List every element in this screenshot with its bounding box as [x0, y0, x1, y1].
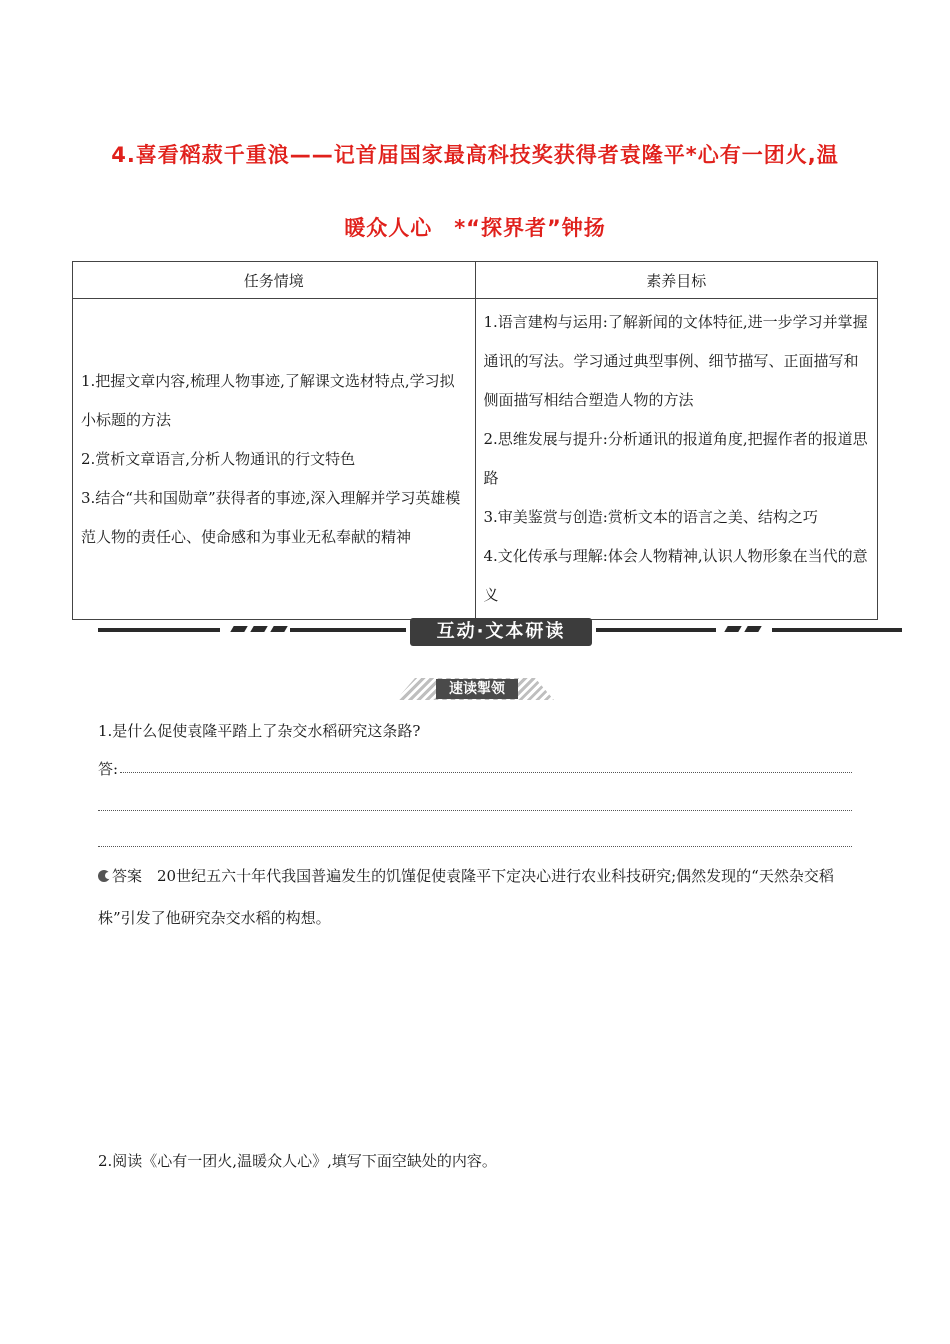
goals-table — [72, 261, 878, 620]
section-banner — [0, 618, 950, 648]
answer-label: 答案 — [112, 867, 143, 885]
literacy-item: 2.思维发展与提升:分析通讯的报道角度,把握作者的报道思路 — [483, 430, 868, 487]
task-item: 3.结合“共和国勋章”获得者的事迹,深入理解并学习英雄模范人物的责任心、使命感和为事业无私奉献的精神 — [81, 488, 461, 546]
literacy-item: 1.语言建构与运用:了解新闻的文体特征,进一步学习并掌握通讯的写法。学习通过典型事例、细节描写、正面描写和侧面描写相结合塑造人物的方法 — [483, 313, 868, 409]
banner-dash — [230, 626, 247, 632]
answer-icon — [98, 870, 110, 882]
page-title-line1: 4.喜看稻菽千重浪——记首届国家最高科技奖获得者袁隆平*心有一团火,温 — [111, 143, 839, 167]
task-item: 1.把握文章内容,梳理人物事迹,了解课文选材特点,学习拟小标题的方法 — [81, 371, 455, 429]
banner-rule-mid-right — [596, 628, 716, 632]
banner-dash — [250, 626, 267, 632]
banner-dash — [270, 626, 287, 632]
answer-line[interactable] — [98, 846, 852, 847]
question-2: 2.阅读《心有一团火,温暖众人心》,填写下面空缺处的内容。 — [98, 1152, 497, 1170]
table-header-task: 任务情境 — [73, 262, 476, 299]
page-title-line2: 暖众人心 *“探界者”钟扬 — [344, 216, 606, 240]
answer-text: 20世纪五六十年代我国普遍发生的饥馑促使袁隆平下定决心进行农业科技研究;偶然发现的“天然杂交稻株”引发了他研究杂交水稻的构想。 — [98, 867, 834, 927]
banner-dash — [744, 626, 761, 632]
banner-rule-right — [772, 628, 902, 632]
subsection-tag — [396, 678, 554, 700]
answer-line[interactable] — [120, 772, 852, 773]
literacy-item: 3.审美鉴赏与创造:赏析文本的语言之美、结构之巧 — [483, 508, 818, 526]
banner-dash — [724, 626, 741, 632]
literacy-cell — [475, 299, 878, 620]
subsection-tag-label: 速读掣领 — [436, 679, 518, 699]
answer-prefix: 答: — [98, 760, 119, 778]
literacy-item: 4.文化传承与理解:体会人物精神,认识人物形象在当代的意义 — [483, 547, 868, 604]
task-item: 2.赏析文章语言,分析人物通讯的行文特色 — [81, 449, 356, 468]
answer-block — [98, 855, 858, 939]
banner-rule-mid-left — [290, 628, 406, 632]
table-header-literacy: 素养目标 — [475, 262, 878, 299]
answer-line[interactable] — [98, 810, 852, 811]
question-1: 1.是什么促使袁隆平踏上了杂交水稻研究这条路? — [98, 722, 421, 740]
section-banner-label: 互动·文本研读 — [410, 618, 592, 646]
banner-rule-left — [98, 628, 220, 632]
task-cell — [73, 299, 476, 620]
